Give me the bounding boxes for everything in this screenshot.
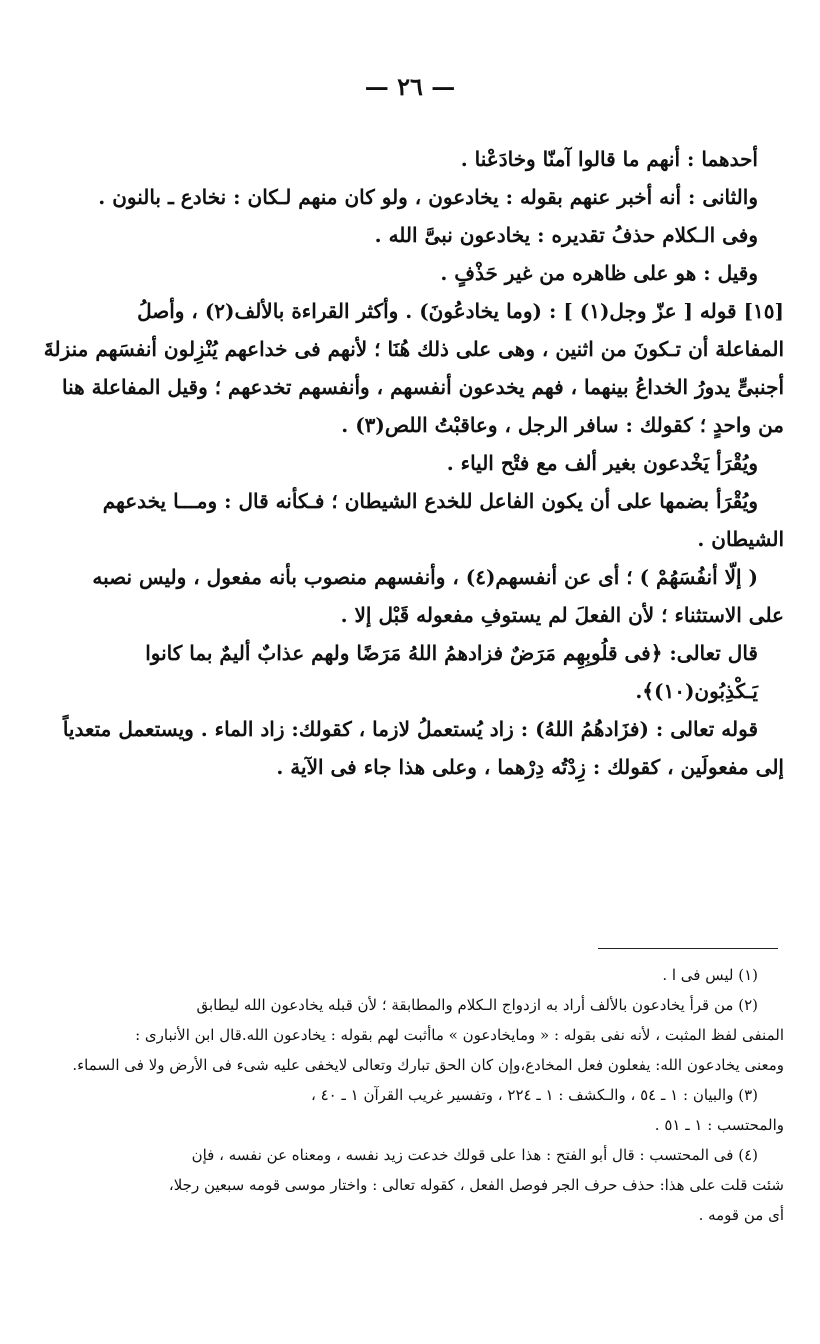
footnote-line: المنفى لفظ المثبت ، لأنه نفى بقوله : « ومايخادعون » ماأثبت لهم بقوله : يخادعون الله.قال ابن الأنبارى :	[135, 1026, 784, 1044]
main-text	[36, 140, 784, 786]
text-line: المفاعلة أن تـكونَ من اثنين ، وهى على ذلك هُنَا ؛ لأنهم فى خداعهم يُنْزِلون أنفسَهم منزلةَ	[43, 337, 784, 361]
text-line: أحدهما : أنهم ما قالوا آمنّا وخادَعْنا .	[460, 147, 758, 171]
footnote-line: (٣) والبيان : ١ ـ ٥٤ ، والـكشف : ١ ـ ٢٢٤ ، وتفسير غريب القرآن ١ ـ ٤٠ ،	[310, 1086, 758, 1104]
footnote-line: (٤) فى المحتسب : قال أبو الفتح : هذا على قولك خدعت زيد نفسه ، ومعناه عن نفسه ، فإن	[191, 1146, 758, 1164]
text-line: وفى الـكلام حذفُ تقديره : يخادعون نبىَّ الله .	[374, 223, 758, 247]
text-line: الشيطان .	[697, 527, 784, 551]
text-line: على الاستثناء ؛ لأن الفعلَ لم يستوفِ مفعوله قَبْل إلا .	[340, 603, 784, 627]
footnote-line: والمحتسب : ١ ـ ٥١ .	[654, 1116, 784, 1134]
text-line: [١٥] قوله [ عزّ وجل(١) ] : (وما يخادعُونَ) . وأكثر القراءة بالألف(٢) ، وأصلُ	[137, 299, 784, 323]
text-line: قوله تعالى : (فزَادهُمُ اللهُ) : زاد يُستعملُ لازما ، كقولك: زاد الماء . ويستعمل متعدياً	[62, 717, 758, 741]
text-line: ويُقْرَأ يَخْدعون بغير ألف مع فتْح الياء .	[446, 451, 758, 475]
text-line: أجنبىٍّ يدورُ الخداعُ بينهما ، فهم يخدعون أنفسهم ، وأنفسهم تخدعهم ؛ وقيل المفاعلة هنا	[62, 375, 784, 399]
footnotes	[36, 960, 784, 1230]
text-line: من واحدٍ ؛ كقولك : سافر الرجل ، وعاقبْتُ اللص(٣) .	[341, 413, 784, 437]
text-line: وقيل : هو على ظاهره من غير حَذْفٍ .	[440, 261, 758, 285]
footnote-line: (٢) من قرأ يخادعون بالألف أراد به ازدواج الـكلام والمطابقة ؛ لأن قبله يخادعون الله ليطابق	[196, 996, 758, 1014]
footnote-line: أى من قومه .	[698, 1206, 784, 1224]
footnote-divider	[598, 948, 778, 949]
footnote-line: (١) ليس فى ا .	[662, 966, 758, 984]
text-line: قال تعالى: ﴿فى قلُوبِهِم مَرَضٌ فزادهمُ اللهُ مَرَضًا ولهم عذابٌ أليمٌ بما كانوا يَـكْذِبُون(١٠)﴾.	[145, 641, 758, 703]
text-line: ( إلّا أنفُسَهُمْ ) ؛ أى عن أنفسهم(٤) ، وأنفسهم منصوب بأنه مفعول ، وليس نصبه	[92, 565, 758, 589]
footnote-line: شئت قلت على هذا: حذف حرف الجر فوصل الفعل ، كقوله تعالى : واختار موسى قومه سبعين رجلا،	[168, 1176, 784, 1194]
text-line: ويُقْرَأ بضمها على أن يكون الفاعل للخدع الشيطان ؛ فـكأنه قال : ومـــا يخدعهم	[102, 489, 758, 513]
footnote-line: ومعنى يخادعون الله: يفعلون فعل المخادع،وإن كان الحق تبارك وتعالى لايخفى عليه شىء فى الأرض ولا فى السماء.	[72, 1056, 784, 1074]
text-line: والثانى : أنه أخبر عنهم بقوله : يخادعون ، ولو كان منهم لـكان : نخادع ـ بالنون .	[98, 185, 758, 209]
page-number: — ٢٦ —	[364, 72, 456, 101]
text-line: إلى مفعولَين ، كقولك : زِدْتُه دِرْهما ، وعلى هذا جاء فى الآية .	[276, 755, 784, 779]
